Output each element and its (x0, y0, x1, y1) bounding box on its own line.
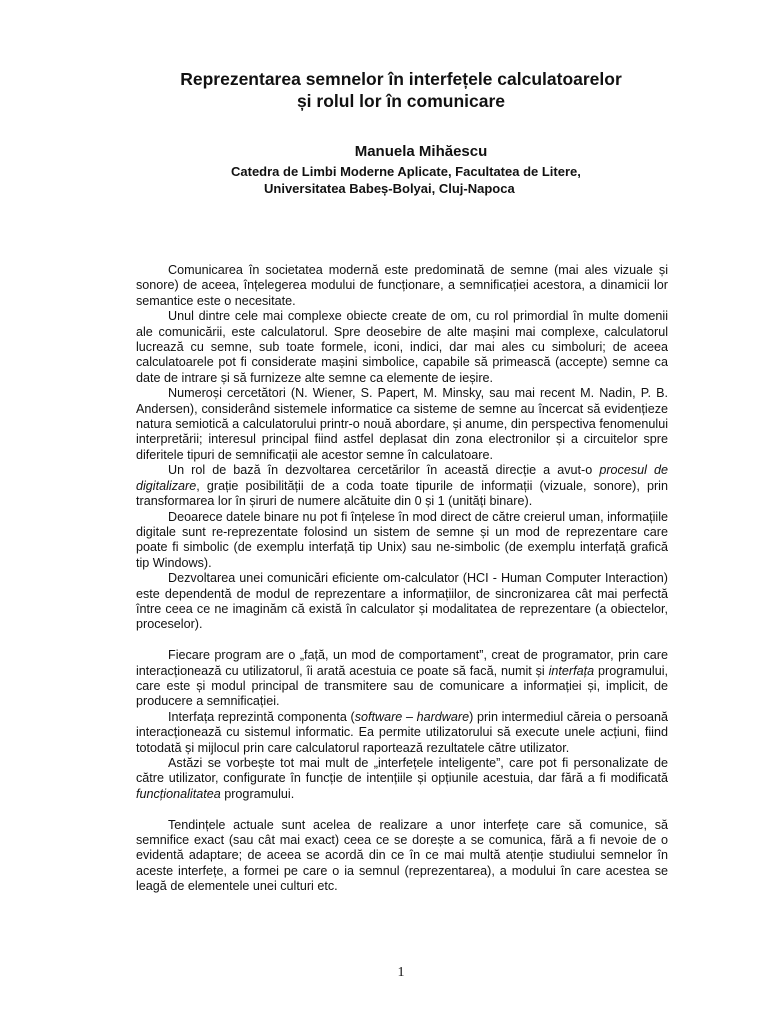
title-line-2: și rolul lor în comunicare (296, 91, 506, 111)
paragraph-8-text-a: Interfața reprezintă componenta ( (168, 709, 355, 724)
paragraph-6: Dezvoltarea unei comunicări eficiente om-calculator (HCI - Human Computer Interaction) este dependentă de modul de reprezentare a informațiilor, de sincronizarea cât mai perfectă între ceea ce ne imaginăm că există în calculator și modalitatea de reprezentare (a obiectelor, proceselor). (136, 571, 668, 632)
paragraph-3: Numeroși cercetători (N. Wiener, S. Papert, M. Minsky, sau mai recent M. Nadin, P. B. Andersen), considerând sistemele informatice ca sisteme de semne au încercat să evidențieze natura semiotică a calculatorului printr-o nouă abordare, și anume, din perspectiva fenomenului interpretării; interesul principal fiind astfel deplasat din zona electronilor și a circuitelor spre diferitele tipuri de semnificații ale acestor semne în calculatoare. (136, 386, 668, 462)
paragraph-7-text-b: programului, care este și modul principal de transmitere sau de comunicare a informației și, implicit, de producere a semnificației. (136, 663, 668, 709)
paragraph-4 (136, 463, 668, 509)
paragraph-9-text-b: programului. (220, 786, 295, 801)
affiliation-line-1: Catedra de Limbi Moderne Aplicate, Facultatea de Litere, (231, 164, 581, 179)
paragraph-9 (136, 756, 668, 802)
title-line-1: Reprezentarea semnelor în interfețele calculatoarelor (180, 69, 622, 89)
author-name: Manuela Mihăescu (354, 143, 488, 160)
affiliation-line-2: Universitatea Babeș-Bolyai, Cluj-Napoca (264, 181, 515, 196)
paragraph-9-text-a: Astăzi se vorbește tot mai mult de „interfețele inteligente”, care pot fi personalizate de către utilizator, configurate în funcție de intențiile și opțiunile acestuia, dar fără a fi modificată (136, 755, 668, 786)
paragraph-1: Comunicarea în societatea modernă este predominată de semne (mai ales vizuale și sonore) de aceea, înțelegerea modului de funcționare, a semnificației acestora, a dinamicii lor semantice este o necesitate. (136, 263, 668, 308)
paragraph-7 (136, 648, 668, 710)
body-text (136, 263, 668, 895)
paragraph-10: Tendințele actuale sunt acelea de realizare a unor interfețe care să comunice, să semnifice exact (sau cât mai exact) ceea ce se dorește a se comunica, fără a fi nevoie de o evidentă adaptare; de aceea se acordă din ce în ce mai multă atenție studiului semnelor în aceste interfețe, a formei pe care o ia semnul (reprezentarea), a modului în care acestea se leagă de elementele unei culturi etc. (136, 817, 668, 894)
paragraph-8-emphasis: software – hardware (354, 709, 470, 724)
paragraph-5: Deoarece datele binare nu pot fi înțelese în mod direct de către creierul uman, informațiile digitale sunt re-reprezentate folosind un sistem de semne și un mod de reprezentare care poate fi simbolic (de exemplu interfață tip Unix) sau ne-simbolic (de exemplu interfață grafică tip Windows). (136, 509, 668, 570)
document-title (0, 68, 768, 112)
paragraph-8 (136, 710, 668, 756)
paragraph-7-text-a: Fiecare program are o „față, un mod de comportament”, creat de programator, prin care interacționează cu utilizatorul, îi arată acestuia ce poate să facă, numit și (136, 648, 668, 678)
paragraph-4-text-b: , grație posibilității de a coda toate tipurile de informații (vizuale, sonore), prin transformarea lor în șiruri de numere alcătuite din 0 și 1 (unități binare). (136, 478, 668, 509)
paragraph-2: Unul dintre cele mai complexe obiecte create de om, cu rol primordial în multe domenii ale comunicării, este calculatorul. Spre deosebire de alte mașini mai complexe, calculatorul lucrează cu semne, sub toate formele, iconi, indici, dar mai ales cu simboluri; de aceea calculatoarele pot fi considerate mașini simbolice, capabile să primească (accepte) semne ca date de intrare și să furnizeze alte semne ca elemente de ieșire. (136, 309, 668, 385)
page-number: 1 (397, 965, 405, 980)
paragraph-9-emphasis: funcționalitatea (136, 786, 221, 801)
paragraph-4-emphasis: procesul de digitalizare (136, 463, 669, 493)
paragraph-4-text-a: Un rol de bază în dezvoltarea cercetărilor în această direcție a avut-o (168, 463, 600, 478)
paragraph-7-emphasis: interfața (548, 663, 595, 678)
paragraph-8-text-b: ) prin intermediul căreia o persoană interacționează cu sistemul informatic. Ea permite utilizatorului să execute unele acțiuni, fiind totodată și mijlocul prin care calculatorul raportează rezultatele către utilizator. (136, 709, 668, 755)
